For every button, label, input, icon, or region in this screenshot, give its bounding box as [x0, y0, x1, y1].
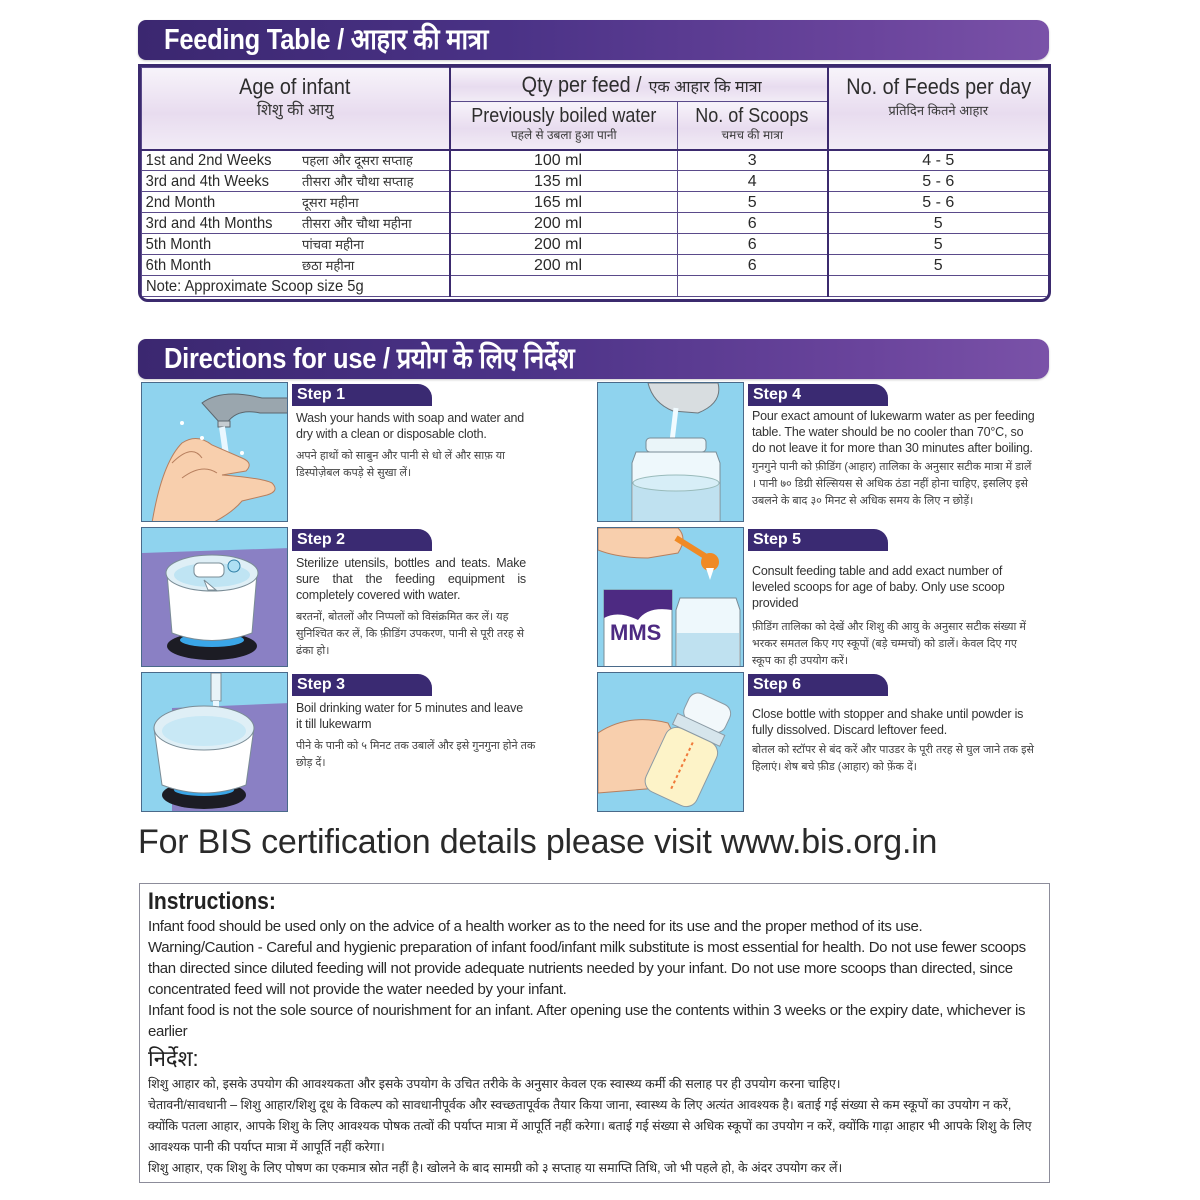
header-scoops: [678, 102, 828, 150]
header-feeds: [828, 68, 1049, 150]
instruction-paragraph-hi: चेतावनी/सावधानी – शिशु आहार/शिशु दूध के विकल्प को सावधानीपूर्वक और स्वच्छतापूर्वक तैयार किया जाना, स्वास्थ्य के लिए अत्यंत आवश्यक है। बताई गई संख्या से कम स्कूपों का उपयोग न करें, क्योंकि पतला आहार, आपके शिशु के लिए आवश्यक पोषक तत्वों की पर्याप्त मात्रा में आपूर्ति नहीं करेगा। बताई गई संख्या से अधिक स्कूपों का उपयोग न करें, क्योंकि गाढ़ा आहार भी आपके शिशु के लिए आवश्यक पानी की पर्याप्त मात्रा में आपूर्ति नहीं करेगा।: [148, 1098, 1032, 1154]
step-6: [597, 672, 1047, 812]
instructions-title-hi: निर्देश:: [148, 1046, 199, 1071]
product-label: MMS: [610, 620, 662, 645]
header-qty-en: Qty per feed /: [521, 72, 642, 97]
row-water: 200 ml: [450, 234, 678, 255]
step-label: Step 4: [748, 384, 888, 406]
instructions-title-en: Instructions:: [148, 888, 276, 915]
step-text-hi: फ़ीडिंग तालिका को देखें और शिशु की आयु के अनुसार सटीक संख्या में भरकर समतल किए गए स्कूपों (बड़े चम्मचों) को डालें। केवल दिए गए स्कूप का ही उपयोग करें।: [752, 621, 1026, 667]
pouring-water-illustration: [597, 382, 744, 522]
row-feeds: 5: [828, 234, 1049, 255]
header-scoops-en: No. of Scoops: [695, 105, 809, 127]
header-water-hi: पहले से उबला हुआ पानी: [510, 128, 617, 142]
sterilizing-pot-illustration: [141, 527, 288, 667]
hand-washing-illustration: [141, 382, 288, 522]
row-feeds: 5: [828, 255, 1049, 276]
header-age-hi: शिशु की आयु: [256, 102, 334, 119]
row-feeds: 5: [828, 213, 1049, 234]
row-age-en: 2nd Month: [145, 193, 216, 211]
row-water: 135 ml: [450, 171, 678, 192]
step-text-en: Consult feeding table and add exact number of leveled scoops for age of baby. Only use scoop provided: [752, 564, 1005, 610]
step-text-hi: पीने के पानी को ५ मिनट तक उबालें और इसे गुनगुना होने तक छोड़ दें।: [296, 740, 536, 769]
row-age-en: 5th Month: [145, 235, 212, 253]
scoop-size-note: Note: Approximate Scoop size 5g: [146, 277, 364, 295]
step-3: [141, 672, 581, 812]
step-text-hi: गुनगुने पानी को फ़ीडिंग (आहार) तालिका के अनुसार सटीक मात्रा में डालें । पानी ७० डिग्री सेल्सियस से अधिक ठंडा नहीं होना चाहिए, इसलिए इसे उबलने के बाद ३० मिनट से अधिक समय के लिए न छोड़ें।: [752, 461, 1032, 507]
row-water: 200 ml: [450, 213, 678, 234]
step-text-hi: अपने हाथों को साबुन और पानी से धो लें और साफ़ या डिस्पोज़ेबल कपड़े से सुखा लें।: [296, 450, 505, 479]
row-scoops: 3: [678, 150, 828, 171]
row-age-hi: तीसरा और चौथा महीना: [302, 215, 412, 231]
row-age-en: 3rd and 4th Weeks: [145, 172, 269, 190]
instruction-paragraph-en: Infant food should be used only on the advice of a health worker as to the need for its use and the proper method of its use.: [148, 918, 923, 935]
step-label: Step 6: [748, 674, 888, 696]
instruction-paragraph-en: Infant food is not the sole source of nourishment for an infant. After opening use the contents within 3 weeks or the expiry date, whichever is earlier: [148, 1002, 1026, 1040]
step-text-en: Wash your hands with soap and water and dry with a clean or disposable cloth.: [296, 411, 524, 441]
row-age-hi: तीसरा और चौथा सप्ताह: [302, 173, 414, 189]
step-text-hi: बरतनों, बोतलों और निप्पलों को विसंक्रमित कर लें। यह सुनिश्चित कर लें, कि फ़ीडिंग उपकरण, पानी से पूरी तरह से ढंका हो।: [296, 611, 525, 657]
table-row: [142, 192, 1049, 213]
step-text-en: Close bottle with stopper and shake until powder is fully dissolved. Discard leftover feed.: [752, 707, 1024, 737]
feeding-table-banner: [138, 20, 1049, 60]
directions-banner: [138, 339, 1049, 379]
row-water: 165 ml: [450, 192, 678, 213]
instruction-paragraph-hi: शिशु आहार को, इसके उपयोग की आवश्यकता और इसके उपयोग के उचित तरीके के अनुसार केवल एक स्वास्थ्य कर्मी की सलाह पर ही उपयोग करना चाहिए।: [148, 1077, 841, 1091]
header-qty-hi: एक आहार कि मात्रा: [648, 79, 762, 96]
header-age: [142, 68, 450, 150]
step-text-en: Pour exact amount of lukewarm water as per feeding table. The water should be no cooler than 70°C, so do not leave it for more than 30 minutes after boiling.: [752, 409, 1035, 455]
step-label: Step 1: [292, 384, 432, 406]
row-scoops: 5: [678, 192, 828, 213]
header-scoops-hi: चमच की मात्रा: [721, 128, 783, 142]
directions-title: Directions for use / प्रयोग के लिए निर्देश: [164, 343, 575, 375]
table-note-row: [142, 276, 1049, 297]
header-qty: [450, 68, 828, 102]
header-feeds-hi: प्रतिदिन कितने आहार: [888, 103, 989, 118]
row-age-hi: छठा महीना: [302, 257, 355, 273]
row-age-en: 1st and 2nd Weeks: [145, 151, 272, 169]
table-row: [142, 171, 1049, 192]
step-text-en: Sterilize utensils, bottles and teats. Make sure that the feeding equipment is completely covered with water.: [296, 556, 526, 602]
feeding-table-title: Feeding Table / आहार की मात्रा: [164, 24, 489, 56]
step-1: [141, 382, 581, 522]
shaking-bottle-illustration: [597, 672, 744, 812]
row-scoops: 6: [678, 234, 828, 255]
row-age-hi: पांचवा महीना: [302, 236, 364, 252]
step-text-hi: बोतल को स्टॉपर से बंद करें और पाउडर के पूरी तरह से घुल जाने तक इसे हिलाएं। शेष बचे फ़ीड (आहार) को फ़ेंक दें।: [752, 744, 1034, 773]
boiling-water-illustration: [141, 672, 288, 812]
row-feeds: 5 - 6: [828, 171, 1049, 192]
feeding-table: [138, 64, 1051, 302]
table-row: [142, 255, 1049, 276]
header-feeds-en: No. of Feeds per day: [845, 74, 1031, 99]
instruction-paragraph-en: Warning/Caution - Careful and hygienic preparation of infant food/infant milk substitute is most essential for health. Do not use fewer scoops than directed since diluted feeding will not provide adequate nutrients needed by your infant. Do not use more scoops than directed, since concentrated feed will not provide the water needed by your infant.: [148, 939, 1026, 998]
step-5: [597, 527, 1047, 667]
row-age-hi: दूसरा महीना: [302, 194, 359, 210]
bis-certification-notice: For BIS certification details please visit www.bis.org.in: [138, 823, 938, 861]
row-scoops: 6: [678, 213, 828, 234]
row-scoops: 4: [678, 171, 828, 192]
table-row: [142, 213, 1049, 234]
row-scoops: 6: [678, 255, 828, 276]
table-row: [142, 234, 1049, 255]
row-water: 100 ml: [450, 150, 678, 171]
row-feeds: 4 - 5: [828, 150, 1049, 171]
instructions-box: [139, 883, 1050, 1183]
header-water-en: Previously boiled water: [471, 105, 657, 127]
step-label: Step 3: [292, 674, 432, 696]
step-label: Step 5: [748, 529, 888, 551]
header-age-en: Age of infant: [239, 74, 351, 99]
step-label: Step 2: [292, 529, 432, 551]
table-row: [142, 150, 1049, 171]
row-age-en: 6th Month: [145, 256, 212, 274]
row-feeds: 5 - 6: [828, 192, 1049, 213]
row-age-en: 3rd and 4th Months: [145, 214, 273, 232]
row-water: 200 ml: [450, 255, 678, 276]
adding-scoop-illustration: [597, 527, 744, 667]
step-4: [597, 382, 1047, 522]
step-2: [141, 527, 581, 667]
header-water: [450, 102, 678, 150]
row-age-hi: पहला और दूसरा सप्ताह: [302, 152, 413, 168]
step-text-en: Boil drinking water for 5 minutes and leave it till lukewarm: [296, 701, 523, 731]
instruction-paragraph-hi: शिशु आहार, एक शिशु के लिए पोषण का एकमात्र स्रोत नहीं है। खोलने के बाद सामग्री को ३ सप्ताह या समाप्ति तिथि, जो भी पहले हो, के अंदर उपयोग कर लें।: [148, 1161, 843, 1175]
